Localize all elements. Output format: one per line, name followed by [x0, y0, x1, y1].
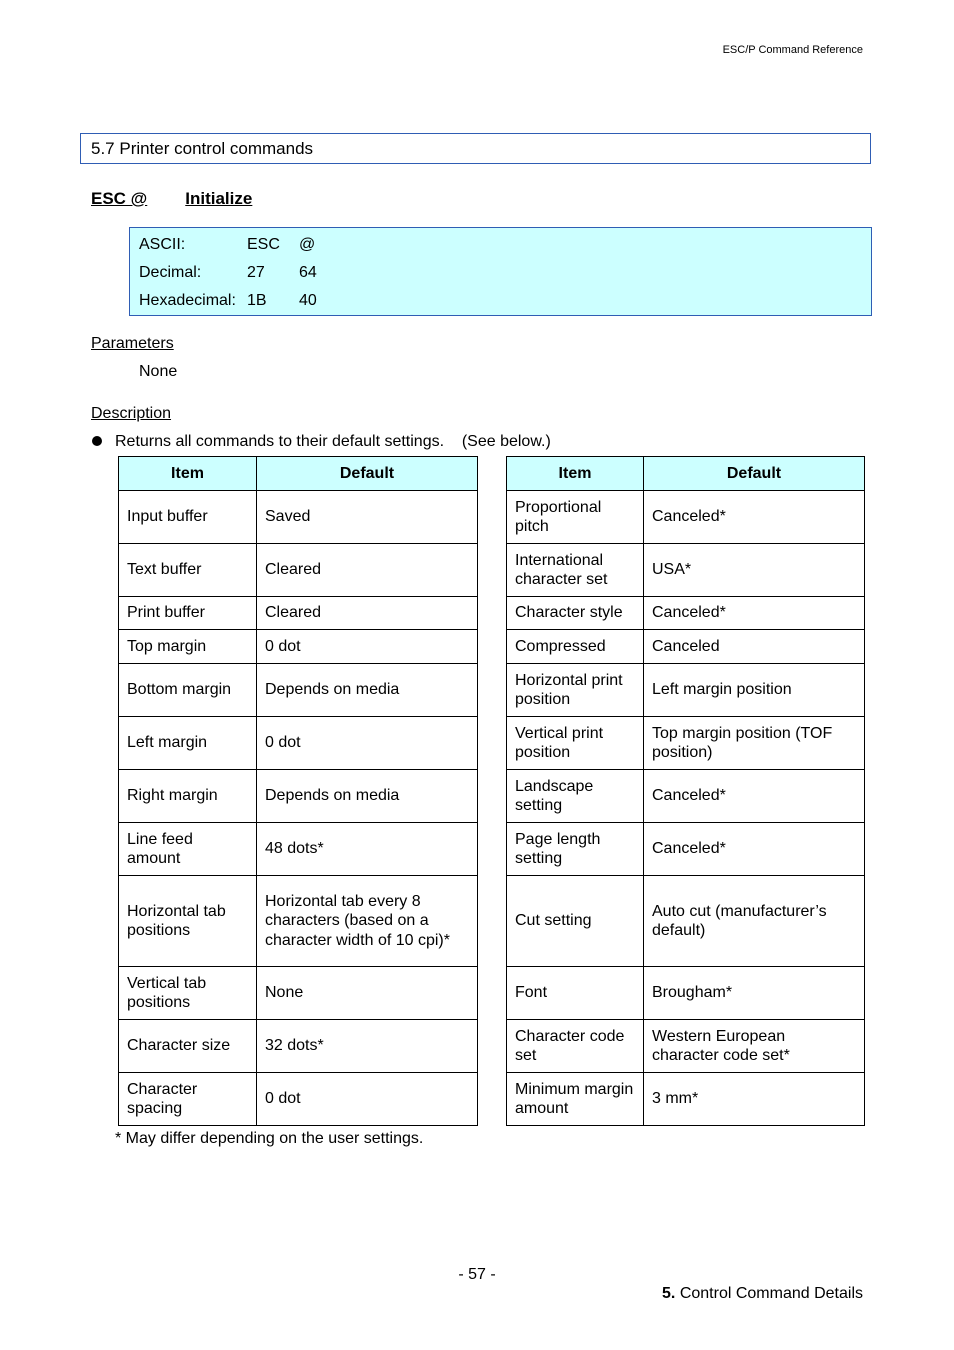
- setting-item-cell: International character set: [507, 544, 644, 597]
- parameters-heading: Parameters: [91, 335, 174, 352]
- footnote: * May differ depending on the user settings.: [115, 1130, 424, 1147]
- table-row: [119, 967, 478, 1020]
- setting-default-cell: Top margin position (TOF position): [644, 717, 865, 770]
- setting-default-cell: Left margin position: [644, 664, 865, 717]
- defaults-table-right: [506, 456, 865, 1126]
- column-header-item: Item: [507, 457, 644, 491]
- table-row: [507, 664, 865, 717]
- command-title: Initialize: [185, 189, 253, 208]
- setting-default-cell: 48 dots*: [257, 823, 478, 876]
- setting-item-cell: Vertical tab positions: [119, 967, 257, 1020]
- table-row: [119, 664, 478, 717]
- setting-default-cell: Depends on media: [257, 770, 478, 823]
- parameters-value: None: [139, 363, 178, 380]
- chapter-number: 5.: [662, 1285, 676, 1302]
- setting-item-cell: Character size: [119, 1020, 257, 1073]
- setting-item-cell: Character style: [507, 597, 644, 630]
- chapter-footer: [662, 1285, 863, 1303]
- setting-item-cell: Line feed amount: [119, 823, 257, 876]
- setting-default-cell: Auto cut (manufacturer’s default): [644, 876, 865, 967]
- code-value: @: [299, 236, 316, 253]
- description-bullet: Returns all commands to their default settings. (See below.): [115, 433, 551, 450]
- setting-item-cell: Bottom margin: [119, 664, 257, 717]
- code-value: 27: [247, 264, 265, 281]
- command-code-box: [129, 227, 872, 316]
- setting-item-cell: Proportional pitch: [507, 491, 644, 544]
- setting-item-cell: Horizontal tab positions: [119, 876, 257, 967]
- setting-default-cell: Western European character code set*: [644, 1020, 865, 1073]
- table-row: [119, 717, 478, 770]
- setting-item-cell: Top margin: [119, 630, 257, 664]
- setting-default-cell: Depends on media: [257, 664, 478, 717]
- setting-default-cell: Saved: [257, 491, 478, 544]
- table-row: [119, 823, 478, 876]
- table-row: [507, 823, 865, 876]
- column-header-item: Item: [119, 457, 257, 491]
- setting-item-cell: Vertical print position: [507, 717, 644, 770]
- code-value: ESC: [247, 236, 280, 253]
- table-row: [507, 967, 865, 1020]
- setting-item-cell: Page length setting: [507, 823, 644, 876]
- setting-item-cell: Cut setting: [507, 876, 644, 967]
- table-row: [119, 1073, 478, 1126]
- setting-default-cell: Canceled*: [644, 770, 865, 823]
- code-label: Hexadecimal:: [139, 292, 236, 309]
- table-row: [507, 770, 865, 823]
- setting-item-cell: Right margin: [119, 770, 257, 823]
- setting-item-cell: Left margin: [119, 717, 257, 770]
- setting-default-cell: 0 dot: [257, 1073, 478, 1126]
- table-row: [507, 491, 865, 544]
- setting-default-cell: Horizontal tab every 8 characters (based on a character width of 10 cpi)*: [257, 876, 478, 967]
- setting-default-cell: Canceled*: [644, 491, 865, 544]
- command-name: ESC @: [91, 189, 148, 208]
- command-heading: [91, 189, 252, 209]
- chapter-title: Control Command Details: [679, 1285, 863, 1302]
- code-value: 1B: [247, 292, 267, 309]
- table-header-row: [119, 457, 478, 491]
- table-row: [119, 630, 478, 664]
- column-header-default: Default: [644, 457, 865, 491]
- setting-item-cell: Minimum margin amount: [507, 1073, 644, 1126]
- setting-default-cell: Canceled: [644, 630, 865, 664]
- page-number: - 57 -: [458, 1266, 496, 1283]
- setting-default-cell: Canceled*: [644, 597, 865, 630]
- setting-default-cell: 3 mm*: [644, 1073, 865, 1126]
- setting-item-cell: Compressed: [507, 630, 644, 664]
- column-header-default: Default: [257, 457, 478, 491]
- section-title: 5.7 Printer control commands: [80, 133, 871, 164]
- table-row: [507, 544, 865, 597]
- table-row: [119, 491, 478, 544]
- table-row: [119, 876, 478, 967]
- table-row: [507, 876, 865, 967]
- table-row: [507, 1073, 865, 1126]
- table-row: [119, 1020, 478, 1073]
- setting-item-cell: Horizontal print position: [507, 664, 644, 717]
- running-header: ESC/P Command Reference: [722, 44, 863, 56]
- setting-item-cell: Text buffer: [119, 544, 257, 597]
- bullet-icon: [92, 436, 102, 446]
- setting-item-cell: Font: [507, 967, 644, 1020]
- description-heading: Description: [91, 405, 172, 422]
- setting-item-cell: Landscape setting: [507, 770, 644, 823]
- setting-default-cell: 0 dot: [257, 630, 478, 664]
- setting-default-cell: Cleared: [257, 597, 478, 630]
- table-row: [119, 597, 478, 630]
- setting-item-cell: Character code set: [507, 1020, 644, 1073]
- setting-default-cell: 0 dot: [257, 717, 478, 770]
- setting-default-cell: Cleared: [257, 544, 478, 597]
- setting-default-cell: USA*: [644, 544, 865, 597]
- table-row: [119, 544, 478, 597]
- setting-default-cell: Brougham*: [644, 967, 865, 1020]
- table-row: [507, 630, 865, 664]
- code-label: Decimal:: [139, 264, 202, 281]
- code-value: 40: [299, 292, 317, 309]
- table-row: [119, 770, 478, 823]
- setting-item-cell: Character spacing: [119, 1073, 257, 1126]
- setting-item-cell: Input buffer: [119, 491, 257, 544]
- table-header-row: [507, 457, 865, 491]
- table-row: [507, 717, 865, 770]
- code-label: ASCII:: [139, 236, 186, 253]
- table-row: [507, 1020, 865, 1073]
- setting-default-cell: 32 dots*: [257, 1020, 478, 1073]
- setting-default-cell: None: [257, 967, 478, 1020]
- setting-item-cell: Print buffer: [119, 597, 257, 630]
- table-row: [507, 597, 865, 630]
- code-value: 64: [299, 264, 317, 281]
- defaults-table-left: [118, 456, 478, 1126]
- setting-default-cell: Canceled*: [644, 823, 865, 876]
